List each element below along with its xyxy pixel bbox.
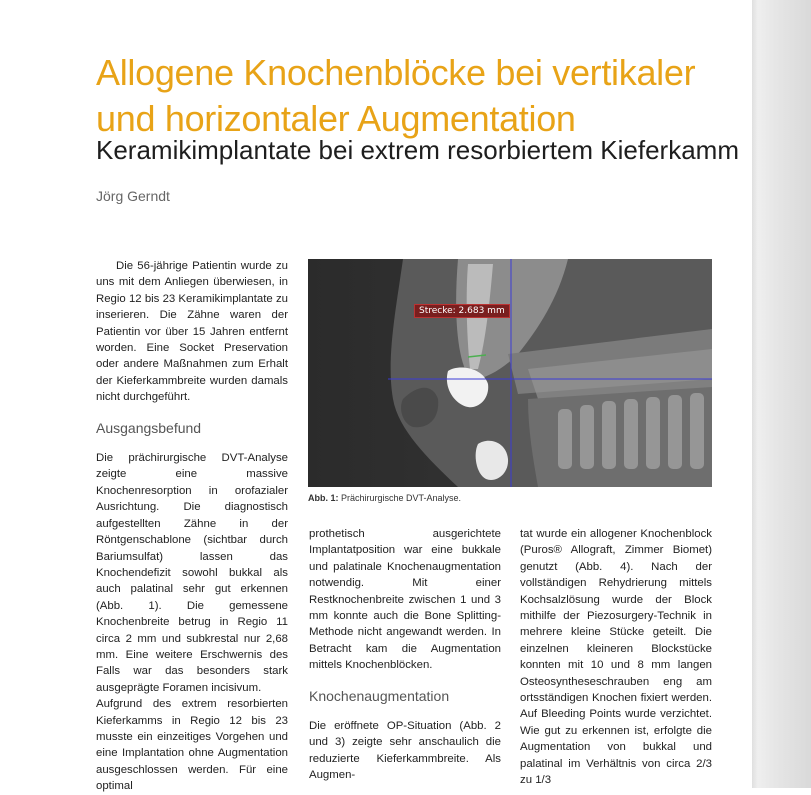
- text-column-3: [520, 526, 712, 789]
- body-paragraph: prothetisch ausgerichtete Implantatposition war eine bukkale und palatinale Knochenaugmentation notwendig. Mit einer Restknochenbreite zwischen 1 und 3 mm konnte auch die Bone Splitting-Methode nicht angewandt werden. In Betracht kam die Augmentation mittels Knochenblöcken.: [309, 528, 501, 672]
- body-paragraph: Die prächirurgische DVT-Analyse zeigte eine massive Knochenresorption in orofazialer Ausrichtung. Die diagnostisch aufgestellten Zähne in der Röntgenschablone (sichtbar durch Bariumsulfat) lassen das Knochendefizit sowohl bukkal als auch palatinal sehr gut erkennen (Abb. 1). Die gemessene Knochenbreite betrug in Regio 11 circa 2 mm und subkrestal nur 2,68 mm. Eine weitere Erschwernis des Falls war das besonders stark ausgeprägte Foramen incisivum.: [96, 452, 288, 694]
- text-column-2: [309, 526, 501, 784]
- figure-caption: [308, 493, 461, 503]
- article-title: Allogene Knochenblöcke bei vertikaler und horizontaler Augmentation: [96, 52, 696, 140]
- author-name: Jörg Gerndt: [96, 188, 170, 204]
- xray-image: [308, 259, 712, 487]
- caption-label: Abb. 1:: [308, 493, 339, 503]
- body-paragraph: tat wurde ein allogener Knochenblock (Puros® Allograft, Zimmer Biomet) genutzt (Abb. 4). Nach der vollständigen Rehydrierung mittels Kochsalzlösung wurde der Block mithilfe der Piezosurgery-Technik in mehrere kleine Stücke geteilt. Die einzelnen kleineren Blockstücke konnten mit 10 und 8 mm langen Osteosyntheseschrauben eng am ortsständigen Knochen fixiert werden. Auf Bleeding Points wurde verzichtet. Wie gut zu erkennen ist, erfolgte die Augmentation von bukkal und palatinal im Verhältnis von circa 2/3 zu 1/3: [520, 528, 712, 787]
- article-subtitle: Keramikimplantate bei extrem resorbiertem Kieferkamm: [96, 135, 739, 165]
- text-column-1: [96, 258, 288, 795]
- intro-paragraph: Die 56-jährige Patientin wurde zu uns mit dem Anliegen überwiesen, in Regio 12 bis 23 Keramikimplantate zu inserieren. Die Zähne waren der Patientin vor über 15 Jahren entfernt worden. Eine Socket Preservation oder andere Maßnahmen zum Erhalt der Kieferkammbreite wurden damals nicht durchgeführt.: [96, 260, 288, 404]
- body-paragraph: Die eröffnete OP-Situation (Abb. 2 und 3) zeigte sehr anschaulich die reduzierte Kieferkammbreite. Als Augmen-: [309, 720, 501, 782]
- page-edge-shadow: [752, 0, 811, 788]
- measurement-label: Strecke: 2.683 mm: [414, 304, 510, 318]
- dvt-xray-figure: [308, 259, 712, 487]
- body-paragraph: Aufgrund des extrem resorbierten Kieferkamms in Regio 12 bis 23 musste ein einzeitiges Vorgehen und eine Implantation ohne Augmentation ausgeschlossen werden. Für eine optimal: [96, 698, 288, 793]
- section-heading-knochenaugmentation: Knochenaugmentation: [309, 687, 450, 704]
- caption-text: Prächirurgische DVT-Analyse.: [341, 493, 462, 503]
- section-heading-ausgangsbefund: Ausgangsbefund: [96, 419, 202, 436]
